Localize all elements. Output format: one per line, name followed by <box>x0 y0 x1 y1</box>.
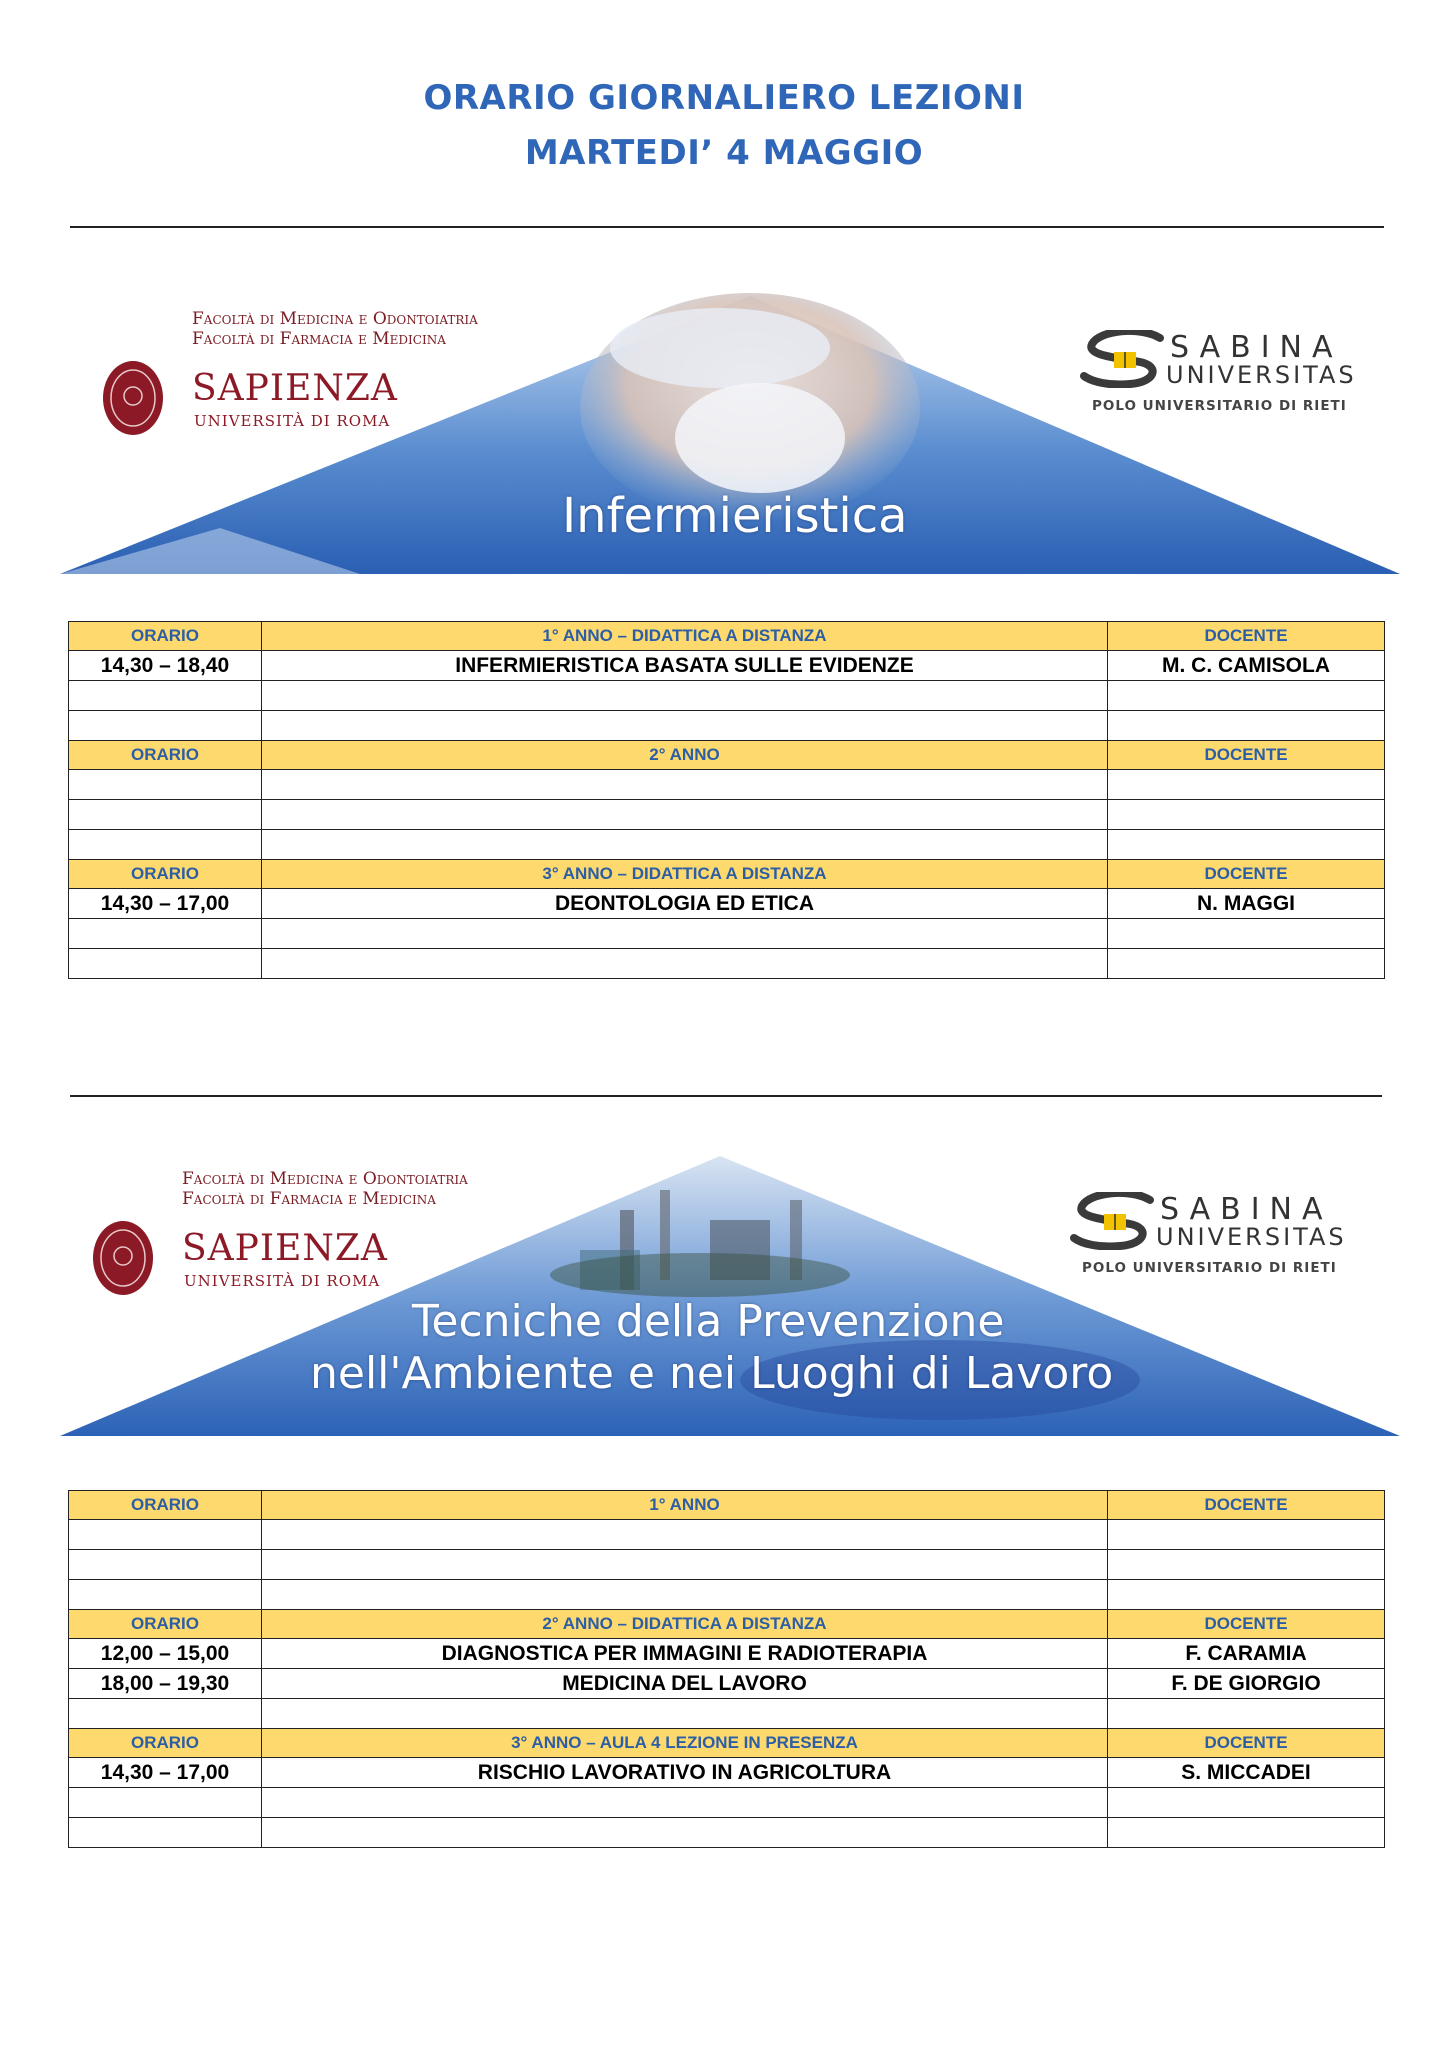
table-row <box>69 681 1385 711</box>
course-title-line1: Tecniche della Prevenzione <box>412 1296 1005 1347</box>
header-docente: DOCENTE <box>1108 1729 1385 1758</box>
cell-lezione <box>262 1550 1108 1580</box>
table-row <box>69 1758 1385 1788</box>
table-header-row <box>69 622 1385 651</box>
header-docente: DOCENTE <box>1108 622 1385 651</box>
banner-infermieristica <box>60 288 1400 580</box>
cell-lezione <box>262 1580 1108 1610</box>
sabina-wordmark: SABINA <box>1160 1192 1333 1227</box>
banner-tecniche-prevenzione <box>60 1150 1400 1442</box>
cell-orario: 14,30 – 17,00 <box>69 889 262 919</box>
cell-docente: F. DE GIORGIO <box>1108 1669 1385 1699</box>
header-orario: ORARIO <box>69 1610 262 1639</box>
cell-lezione: INFERMIERISTICA BASATA SULLE EVIDENZE <box>262 651 1108 681</box>
cell-orario <box>69 919 262 949</box>
table-header-row <box>69 1491 1385 1520</box>
cell-orario <box>69 800 262 830</box>
table-row <box>69 1669 1385 1699</box>
table-row <box>69 1550 1385 1580</box>
header-docente: DOCENTE <box>1108 741 1385 770</box>
cell-docente <box>1108 800 1385 830</box>
header-docente: DOCENTE <box>1108 860 1385 889</box>
header-docente: DOCENTE <box>1108 1610 1385 1639</box>
table-row <box>69 919 1385 949</box>
header-orario: ORARIO <box>69 1491 262 1520</box>
table-header-row <box>69 741 1385 770</box>
faculty-line1: Facoltà di Medicina e Odontoiatria <box>192 309 478 329</box>
header-anno: 3° ANNO – DIDATTICA A DISTANZA <box>262 860 1108 889</box>
cell-lezione <box>262 919 1108 949</box>
table-row <box>69 1520 1385 1550</box>
table-row <box>69 1818 1385 1848</box>
cell-lezione: RISCHIO LAVORATIVO IN AGRICOLTURA <box>262 1758 1108 1788</box>
cell-orario <box>69 1818 262 1848</box>
header-orario: ORARIO <box>69 741 262 770</box>
cell-orario <box>69 681 262 711</box>
header-anno: 2° ANNO <box>262 741 1108 770</box>
table-row <box>69 1699 1385 1729</box>
cell-orario: 18,00 – 19,30 <box>69 1669 262 1699</box>
header-anno: 2° ANNO – DIDATTICA A DISTANZA <box>262 1610 1108 1639</box>
cell-lezione <box>262 1788 1108 1818</box>
cell-lezione <box>262 1520 1108 1550</box>
header-anno: 3° ANNO – AULA 4 LEZIONE IN PRESENZA <box>262 1729 1108 1758</box>
table-row <box>69 889 1385 919</box>
table-row <box>69 1639 1385 1669</box>
cell-docente <box>1108 770 1385 800</box>
cell-lezione <box>262 681 1108 711</box>
sapienza-wordmark: SAPIENZA <box>192 368 398 409</box>
cell-orario: 14,30 – 17,00 <box>69 1758 262 1788</box>
table-row <box>69 949 1385 979</box>
table-row <box>69 1788 1385 1818</box>
table-row <box>69 770 1385 800</box>
cell-orario <box>69 770 262 800</box>
sabina-logo-icon <box>1070 1192 1156 1250</box>
cell-lezione <box>262 949 1108 979</box>
cell-docente: M. C. CAMISOLA <box>1108 651 1385 681</box>
cell-lezione <box>262 770 1108 800</box>
divider-line <box>70 1095 1382 1097</box>
cell-orario: 12,00 – 15,00 <box>69 1639 262 1669</box>
cell-docente <box>1108 1550 1385 1580</box>
cell-docente <box>1108 1520 1385 1550</box>
cell-docente <box>1108 711 1385 741</box>
polo-universitario-label: POLO UNIVERSITARIO DI RIETI <box>1082 1260 1337 1276</box>
schedule-table-infermieristica <box>68 621 1385 979</box>
cell-lezione <box>262 800 1108 830</box>
header-orario: ORARIO <box>69 622 262 651</box>
header-orario: ORARIO <box>69 860 262 889</box>
cell-orario <box>69 949 262 979</box>
cell-lezione: DIAGNOSTICA PER IMMAGINI E RADIOTERAPIA <box>262 1639 1108 1669</box>
cell-lezione: DEONTOLOGIA ED ETICA <box>262 889 1108 919</box>
polo-universitario-label: POLO UNIVERSITARIO DI RIETI <box>1092 398 1347 414</box>
cell-orario <box>69 1788 262 1818</box>
cell-docente <box>1108 1818 1385 1848</box>
cell-docente <box>1108 1788 1385 1818</box>
faculty-line2: Facoltà di Farmacia e Medicina <box>192 329 446 349</box>
cell-lezione <box>262 830 1108 860</box>
cell-docente <box>1108 830 1385 860</box>
cell-docente <box>1108 919 1385 949</box>
cell-docente <box>1108 1699 1385 1729</box>
table-row <box>69 830 1385 860</box>
page-title-line2: MARTEDI’ 4 MAGGIO <box>524 133 924 173</box>
cell-orario <box>69 1699 262 1729</box>
cell-docente: S. MICCADEI <box>1108 1758 1385 1788</box>
course-title: Infermieristica <box>562 488 908 544</box>
cell-docente: N. MAGGI <box>1108 889 1385 919</box>
table-row <box>69 651 1385 681</box>
page-title-line1: ORARIO GIORNALIERO LEZIONI <box>423 78 1025 118</box>
sapienza-seal-icon <box>102 360 164 436</box>
cell-docente <box>1108 1580 1385 1610</box>
divider-line <box>70 226 1384 228</box>
header-anno: 1° ANNO – DIDATTICA A DISTANZA <box>262 622 1108 651</box>
header-orario: ORARIO <box>69 1729 262 1758</box>
cell-lezione <box>262 1818 1108 1848</box>
cell-orario <box>69 1520 262 1550</box>
header-anno: 1° ANNO <box>262 1491 1108 1520</box>
sapienza-subtitle: UNIVERSITÀ DI ROMA <box>194 412 391 430</box>
table-header-row <box>69 860 1385 889</box>
course-title-line2: nell'Ambiente e nei Luoghi di Lavoro <box>310 1348 1114 1399</box>
cell-docente <box>1108 681 1385 711</box>
table-row <box>69 800 1385 830</box>
faculty-line2: Facoltà di Farmacia e Medicina <box>182 1189 436 1209</box>
cell-orario <box>69 1550 262 1580</box>
sapienza-seal-icon <box>92 1220 154 1296</box>
sabina-wordmark: SABINA <box>1170 330 1343 365</box>
sabina-logo-icon <box>1080 330 1166 388</box>
faculty-line1: Facoltà di Medicina e Odontoiatria <box>182 1169 468 1189</box>
universitas-wordmark: UNIVERSITAS <box>1156 1223 1347 1251</box>
table-row <box>69 1580 1385 1610</box>
cell-orario <box>69 830 262 860</box>
cell-lezione <box>262 1699 1108 1729</box>
sapienza-subtitle: UNIVERSITÀ DI ROMA <box>184 1272 381 1290</box>
table-header-row <box>69 1729 1385 1758</box>
cell-orario <box>69 711 262 741</box>
table-row <box>69 711 1385 741</box>
cell-lezione: MEDICINA DEL LAVORO <box>262 1669 1108 1699</box>
schedule-table-tecniche-prevenzione <box>68 1490 1385 1848</box>
cell-orario <box>69 1580 262 1610</box>
cell-lezione <box>262 711 1108 741</box>
cell-orario: 14,30 – 18,40 <box>69 651 262 681</box>
cell-docente: F. CARAMIA <box>1108 1639 1385 1669</box>
table-header-row <box>69 1610 1385 1639</box>
sapienza-wordmark: SAPIENZA <box>182 1228 388 1269</box>
header-docente: DOCENTE <box>1108 1491 1385 1520</box>
universitas-wordmark: UNIVERSITAS <box>1166 361 1357 389</box>
cell-docente <box>1108 949 1385 979</box>
